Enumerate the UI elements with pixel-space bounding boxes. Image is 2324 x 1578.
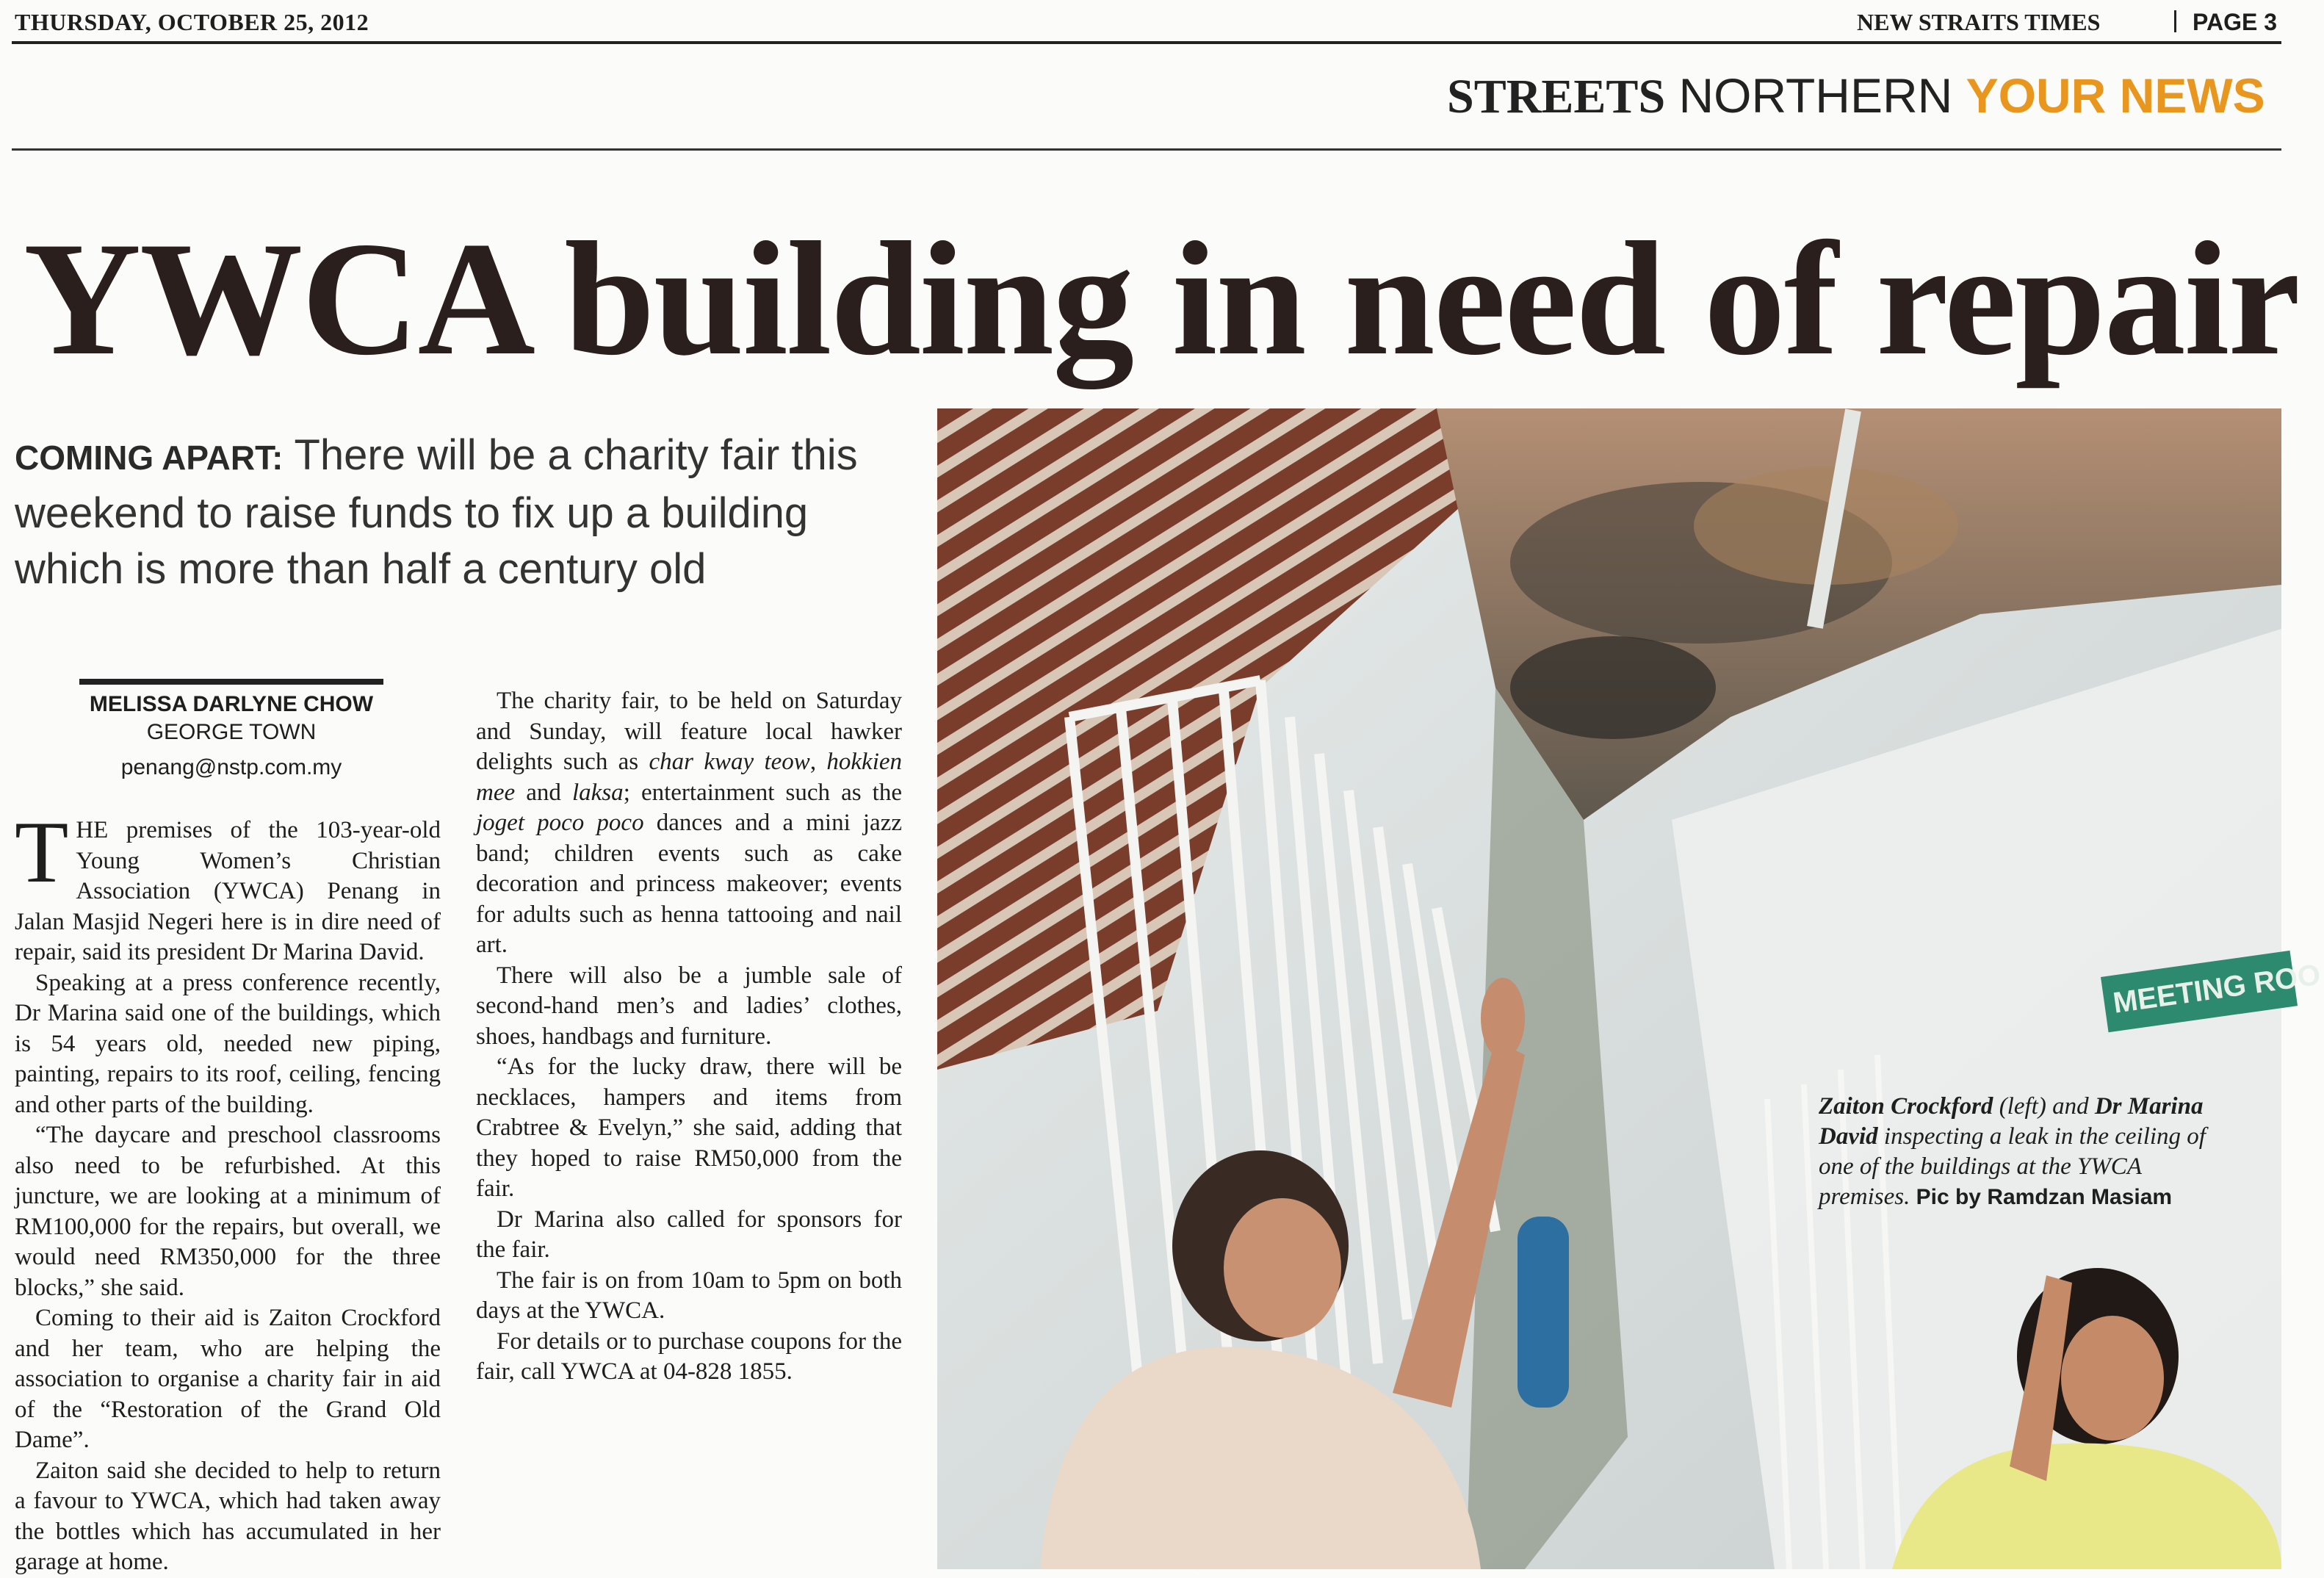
header-rule [12, 41, 2281, 44]
deck [15, 428, 911, 597]
section-streets: STREETS [1447, 70, 1666, 123]
caption-name: Dr Marina David [1819, 1093, 2204, 1150]
photo-caption [1819, 1092, 2215, 1212]
page-number: PAGE 3 [2193, 9, 2277, 35]
article-paragraph: Coming to their aid is Zaiton Crockford and her team, who are helping the association to organise a charity fair in aid of the “Restoration of the Grand Old Dame”. [15, 1305, 441, 1453]
article-column-1 [15, 803, 441, 1578]
article-paragraph: The fair is on from 10am to 5pm on both days at the YWCA. [476, 1267, 902, 1324]
deck-label: COMING APART: [15, 439, 284, 477]
paragraph-text: dances and a mini jazz band; children events such as cake decoration and princess makeover; events for adults such as henna tattooing and nail art. [476, 810, 902, 958]
paragraph-text: and [515, 779, 573, 806]
caption-text: (left) and [1993, 1093, 2095, 1120]
section-northern: NORTHERN [1678, 68, 1953, 123]
issue-date: THURSDAY, OCTOBER 25, 2012 [15, 9, 369, 35]
paragraph-text: , [809, 749, 827, 775]
article-paragraph: “The daycare and preschool classrooms also need to be refurbished. At this juncture, we are looking at a minimum of RM100,000 for the repairs, but overall, we would need RM350,000 for the three blocks,” she said. [15, 1122, 441, 1301]
article-paragraph: Zaiton said she decided to help to return a favour to YWCA, which had taken away the bottles which has accumulated in her garage at home. [15, 1457, 441, 1575]
paragraph-text: HE premises of the 103-year-old Young Women’s Christian Association (YWCA) Penang in Jalan Masjid Negeri here is in dire need of repair, said its president Dr Marina David. [15, 817, 441, 965]
article-paragraph [15, 803, 441, 968]
food-name: hokkien mee [476, 749, 903, 806]
article-paragraph: “As for the lucky draw, there will be necklaces, hampers and items from Crabtree & Evelyn,” she said, adding that they hoped to raise RM50,000 from the fair. [476, 1053, 902, 1202]
sign-text: MEETING ROO [2111, 958, 2323, 1020]
article-paragraph: There will also be a jumble sale of second-hand men’s and ladies’ clothes, shoes, handbags and furniture. [476, 962, 902, 1050]
food-name: char kway teow [649, 749, 810, 775]
headline: YWCA building in need of repair [24, 209, 2299, 389]
paragraph-text: The charity fair, to be held on Saturday and Sunday, will feature local hawker delights such as [476, 688, 902, 775]
newspaper-name: NEW STRAITS TIMES [1857, 9, 2101, 35]
photo-illustration [937, 408, 2281, 1569]
paragraph-text: ; entertainment such as the [623, 779, 902, 806]
header-separator [2174, 10, 2176, 32]
article-column-2 [476, 686, 902, 1388]
author-email: penang@nstp.com.my [120, 755, 342, 779]
caption-text: inspecting a leak in the ceiling of one of the buildings at the YWCA premises. [1819, 1123, 2206, 1210]
article-paragraph: For details or to purchase coupons for the fair, call YWCA at 04-828 1855. [476, 1327, 902, 1385]
article-paragraph: Speaking at a press conference recently, Dr Marina said one of the buildings, which is 54 years old, needed new piping, painting, repairs to its roof, ceiling, fencing and other parts of the building. [15, 969, 441, 1118]
article-paragraph [476, 686, 902, 961]
dance-name: joget poco poco [476, 810, 644, 836]
food-name: laksa [572, 779, 624, 806]
author-name: MELISSA DARLYNE CHOW [89, 692, 374, 716]
news-photo [937, 408, 2281, 1569]
section-banner [1447, 68, 2265, 125]
photo-credit: Pic by Ramdzan Masiam [1916, 1185, 2173, 1209]
dateline-location: GEORGE TOWN [146, 720, 317, 744]
byline-rule [79, 679, 383, 685]
section-your-news: YOUR NEWS [1966, 68, 2265, 123]
article-paragraph: Dr Marina also called for sponsors for the fair. [476, 1206, 902, 1263]
section-rule [12, 148, 2281, 151]
caption-name: Zaiton Crockford [1819, 1093, 1993, 1120]
drop-cap: T [15, 803, 69, 901]
deck-text: There will be a charity fair this weekend to raise funds to fix up a building which is more than half a century old [15, 431, 858, 593]
byline [79, 692, 383, 780]
